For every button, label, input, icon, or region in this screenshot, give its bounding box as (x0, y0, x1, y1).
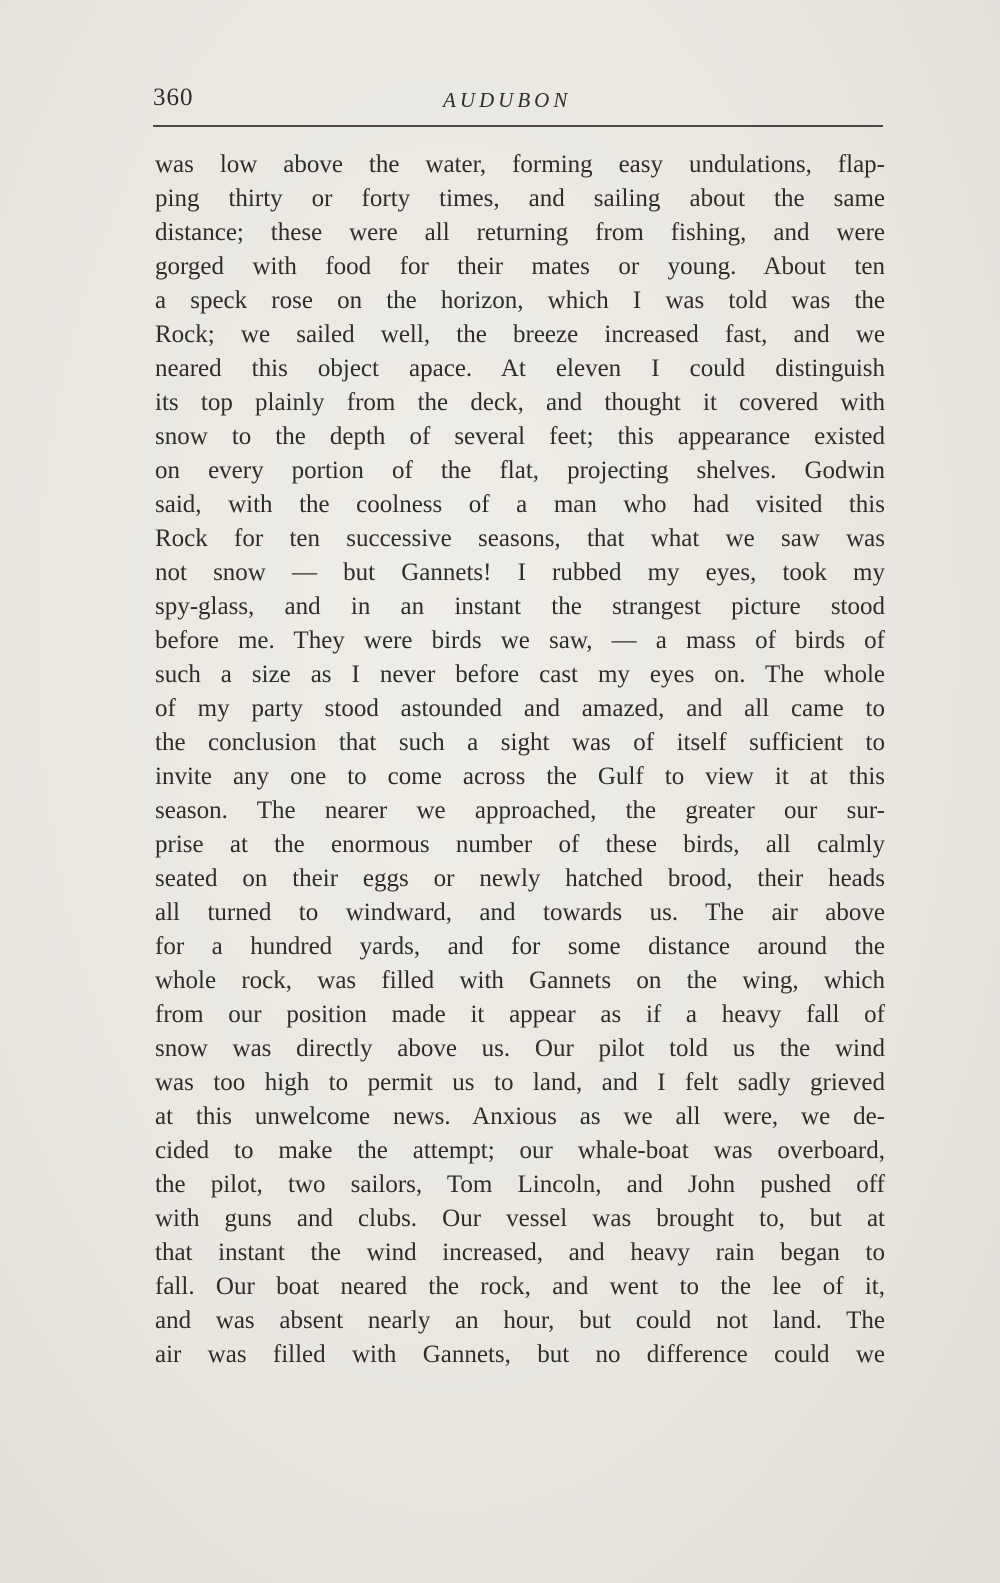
text-line: and was absent nearly an hour, but could not land. The (155, 1307, 885, 1334)
page-number: 360 (153, 84, 194, 111)
header-rule (153, 125, 883, 127)
text-line: from our position made it appear as if a heavy fall of (155, 1001, 885, 1028)
text-line: was low above the water, forming easy undulations, flap- (155, 151, 885, 178)
text-line: snow to the depth of several feet; this appearance existed (155, 423, 885, 450)
text-line: Rock for ten successive seasons, that what we saw was (155, 525, 885, 552)
text-line: the pilot, two sailors, Tom Lincoln, and John pushed off (155, 1171, 885, 1198)
text-line: not snow — but Gannets! I rubbed my eyes, took my (155, 559, 885, 586)
text-line: whole rock, was filled with Gannets on the wing, which (155, 967, 885, 994)
text-line: cided to make the attempt; our whale-boat was overboard, (155, 1137, 885, 1164)
text-line: season. The nearer we approached, the greater our sur- (155, 797, 885, 824)
text-line: air was filled with Gannets, but no difference could we (155, 1341, 885, 1368)
text-line: said, with the coolness of a man who had visited this (155, 491, 885, 518)
text-line: distance; these were all returning from fishing, and were (155, 219, 885, 246)
text-line: Rock; we sailed well, the breeze increased fast, and we (155, 321, 885, 348)
running-head: AUDUBON (443, 88, 572, 112)
page-header (153, 84, 883, 124)
text-line: that instant the wind increased, and heavy rain began to (155, 1239, 885, 1266)
text-line: the conclusion that such a sight was of itself sufficient to (155, 729, 885, 756)
text-line: a speck rose on the horizon, which I was told was the (155, 287, 885, 314)
body-text (155, 148, 885, 1372)
text-line: its top plainly from the deck, and thought it covered with (155, 389, 885, 416)
text-line: seated on their eggs or newly hatched brood, their heads (155, 865, 885, 892)
text-line: ping thirty or forty times, and sailing about the same (155, 185, 885, 212)
text-line: fall. Our boat neared the rock, and went to the lee of it, (155, 1273, 885, 1300)
text-line: with guns and clubs. Our vessel was brought to, but at (155, 1205, 885, 1232)
text-line: was too high to permit us to land, and I felt sadly grieved (155, 1069, 885, 1096)
text-line: all turned to windward, and towards us. The air above (155, 899, 885, 926)
text-line: before me. They were birds we saw, — a mass of birds of (155, 627, 885, 654)
text-line: invite any one to come across the Gulf to view it at this (155, 763, 885, 790)
text-line: for a hundred yards, and for some distance around the (155, 933, 885, 960)
text-line: on every portion of the flat, projecting shelves. Godwin (155, 457, 885, 484)
text-line: at this unwelcome news. Anxious as we all were, we de- (155, 1103, 885, 1130)
text-line: such a size as I never before cast my eyes on. The whole (155, 661, 885, 688)
text-line: snow was directly above us. Our pilot told us the wind (155, 1035, 885, 1062)
text-line: gorged with food for their mates or young. About ten (155, 253, 885, 280)
text-line: spy-glass, and in an instant the strangest picture stood (155, 593, 885, 620)
text-line: of my party stood astounded and amazed, and all came to (155, 695, 885, 722)
text-line: neared this object apace. At eleven I could distinguish (155, 355, 885, 382)
text-line: prise at the enormous number of these birds, all calmly (155, 831, 885, 858)
